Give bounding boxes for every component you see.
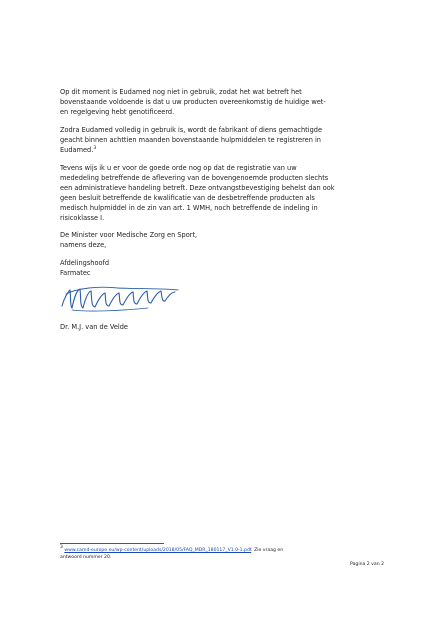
page-number: Pagina 2 van 2 — [350, 562, 384, 567]
text-line: en regelgeving hebt genotificeerd. — [60, 108, 175, 116]
text-line: een administratieve handeling betreft. Deze ontvangstbevestiging behelst dan ook — [60, 184, 335, 192]
text-line: mededeling betreffende de aflevering van de bovengenoemde producten slechts — [60, 174, 329, 182]
text-line: Tevens wijs ik u er voor de goede orde nog op dat de registratie van uw — [60, 164, 297, 172]
footnote-line: antwoord nummer 20. — [60, 554, 112, 560]
text-line: Op dit moment is Eudamed nog niet in gebruik, zodat het wat betreft het — [60, 88, 302, 96]
closing-department — [60, 258, 376, 278]
text-line — [60, 145, 376, 155]
handwritten-signature — [58, 280, 188, 316]
signatory-name: Dr. M.J. van de Velde — [60, 323, 128, 331]
text-line: geen besluit betreffende de kwalificatie van de desbetreffende producten als — [60, 194, 315, 202]
paragraph-eudamed-status — [60, 87, 376, 117]
text-line: geacht binnen achttien maanden bovenstaande hulpmiddelen te registreren in — [60, 136, 321, 144]
footnote-text: . Zie vraag en — [251, 548, 284, 553]
department-line: Farmatec — [60, 269, 91, 277]
paragraph-registration-note — [60, 163, 376, 223]
closing-minister — [60, 230, 376, 250]
text-line: risicoklasse I. — [60, 214, 105, 222]
text-line: medisch hulpmiddel in de zin van art. 1 WMH, noch betreffende de indeling in — [60, 204, 318, 212]
role-line: Afdelingshoofd — [60, 259, 110, 267]
footnote — [60, 545, 350, 561]
text-line: Zodra Eudamed volledig in gebruik is, wordt de fabrikant of diens gemachtigde — [60, 126, 323, 134]
footnote-line — [60, 545, 350, 555]
minister-line: De Minister voor Medische Zorg en Sport, — [60, 231, 198, 239]
text-line: bovenstaande voldoende is dat u uw producten overeenkomstig de huidige wet- — [60, 98, 326, 106]
footnote-number: 3 — [60, 545, 63, 550]
footnote-divider — [60, 543, 164, 544]
text-fragment: Eudamed. — [60, 146, 94, 154]
footnote-link[interactable]: www.camd-europe.eu/wp-content/uploads/2018/05/FAQ_MDR_180117_V1.0-1.pdf — [64, 548, 252, 553]
footnote-reference: 3 — [93, 146, 97, 151]
paragraph-eudamed-registration — [60, 125, 376, 155]
namens-line: namens deze, — [60, 241, 107, 249]
